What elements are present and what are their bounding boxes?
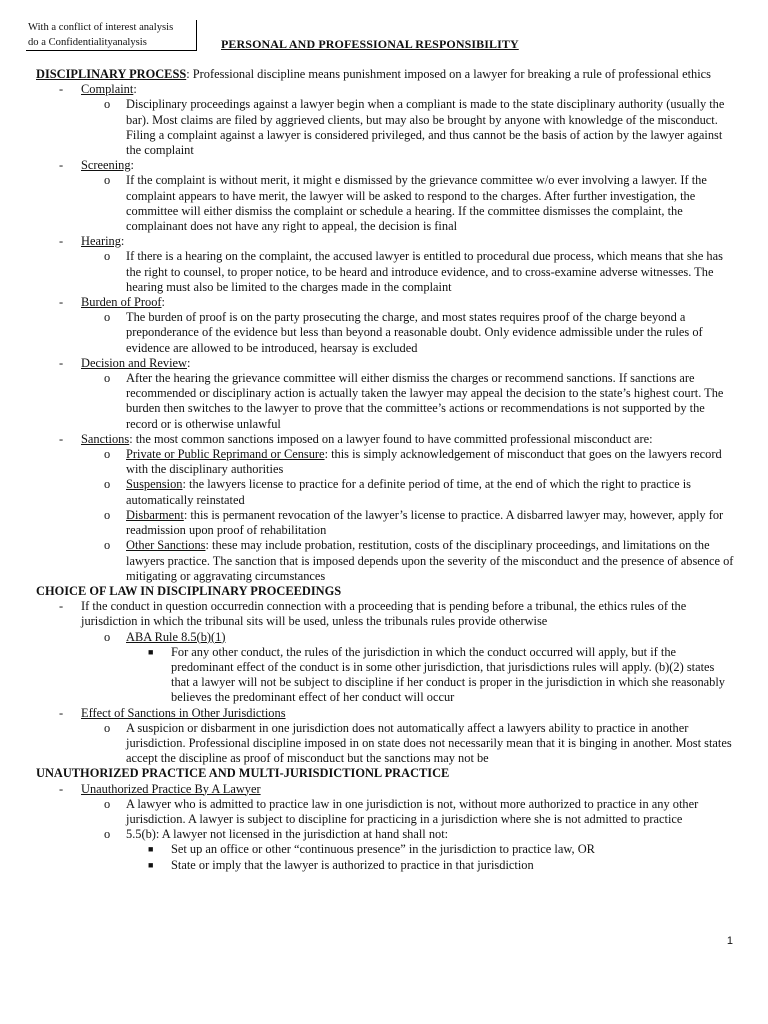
- item-text: After the hearing the grievance committee will either dismiss the charges or recommend sanctions. If sanctions are recommended or disciplinary action is actually taken the lawyer may appeal the decision to the state’s highest court. The burden then switches to the lawyer to prove that the committee’s actions or recommendations is not supported by the record or is otherwise unlawful: [126, 371, 724, 431]
- item-text: 5.5(b): A lawyer not licensed in the jurisdiction at hand shall not:: [126, 827, 449, 842]
- item-text: State or imply that the lawyer is authorized to practice in that jurisdiction: [171, 857, 534, 872]
- item-text: If there is a hearing on the complaint, the accused lawyer is entitled to procedural due process, which means that she has the right to counsel, to proper notice, to be heard and introduce evidence, and to cross-examine adverse witnesses. The hearing must also be limited to the charges made in the complaint: [126, 249, 723, 294]
- item-text: A lawyer who is admitted to practice law in one jurisdiction is not, without more authorized to practice in any other jurisdiction. A lawyer is subject to discipline for practicing in a jurisdiction where she is not admitted to practice: [126, 796, 699, 826]
- circle-bullet-icon: o: [104, 827, 111, 842]
- item-label: Suspension: [126, 477, 183, 492]
- item-text: The burden of proof is on the party prosecuting the charge, and most states requires proof of the charge beyond a preponderance of the evidence but less than beyond a reasonable doubt. Only evidence admissible under the rules of evidence are allowed to be introduced, hearsay is excluded: [126, 310, 703, 355]
- document-body: [36, 67, 734, 873]
- section-heading: DISCIPLINARY PROCESS: [36, 67, 187, 81]
- page-title: PERSONAL AND PROFESSIONAL RESPONSIBILITY: [221, 37, 519, 51]
- list-item: [36, 97, 734, 158]
- list-item: [36, 858, 734, 873]
- dash-marker: -: [59, 431, 64, 446]
- list-item: - Decision and Review:: [59, 355, 191, 370]
- item-text: : these may include probation, restitution, costs of the disciplinary proceedings, and limitations on the lawyers practice. The sanction that is imposed depends upon the severity of the misconduct and the presence of absence of mitigating or aggravating circumstances: [126, 538, 734, 583]
- dash-marker: -: [59, 599, 64, 614]
- item-label: Screening: [81, 158, 131, 173]
- list-item: [36, 827, 734, 842]
- list-item: [36, 842, 734, 857]
- item-label: Complaint: [81, 82, 134, 97]
- item-label: Hearing: [81, 234, 121, 249]
- list-item: [36, 538, 734, 584]
- item-label: Other Sanctions: [126, 538, 206, 553]
- dash-marker: -: [59, 234, 64, 249]
- dash-marker: -: [59, 158, 64, 173]
- list-item: [36, 477, 734, 507]
- item-label: Private or Public Reprimand or Censure: [126, 447, 325, 462]
- list-item: [36, 706, 734, 721]
- margin-note-line: do a Confidentialityanalysis: [28, 37, 147, 48]
- list-item: [36, 249, 734, 295]
- section-heading: UNAUTHORIZED PRACTICE AND MULTI-JURISDICTIONL PRACTICE: [36, 766, 450, 781]
- list-item: [36, 432, 734, 447]
- list-item: [36, 508, 734, 538]
- item-text: For any other conduct, the rules of the jurisdiction in which the conduct occurred will apply, but if the predominant effect of the conduct is in some other jurisdiction, that jurisdictions rules will apply. (b)(2) states that a lawyer will not be subject to discipline if her conduct is proper in the jurisdiction in which she reasonably believes the predominant effect of her conduct will occur: [171, 644, 725, 705]
- item-text: : this is simply acknowledgement of misconduct that goes on the lawyers record with the disciplinary authorities: [126, 447, 722, 477]
- circle-bullet-icon: o: [104, 538, 111, 553]
- list-item: - Screening:: [59, 158, 134, 173]
- item-text: If the conduct in question occurredin connection with a proceeding that is pending before a tribunal, the ethics rules of the jurisdiction in which the tribunal sits will be used, unless the tribunals rules provide otherwise: [81, 599, 687, 629]
- dash-marker: -: [59, 781, 64, 796]
- item-text: : the lawyers license to practice for a definite period of time, at the end of which the right to practice is automatically reinstated: [126, 477, 691, 507]
- circle-bullet-icon: o: [104, 796, 111, 811]
- item-text: Disciplinary proceedings against a lawyer begin when a compliant is made to the state disciplinary authority (usually the bar). Most claims are filed by aggrieved clients, but may also be brought by anyone with knowledge of the misconduct. Filing a complaint against a lawyer is considered privileged, and thus cannot be the basis of action by the lawyer against the complaint: [126, 97, 725, 158]
- list-item: - Complaint:: [59, 82, 137, 97]
- circle-bullet-icon: o: [104, 507, 111, 522]
- dash-marker: -: [59, 82, 64, 97]
- list-item: [36, 447, 734, 477]
- list-item: - Hearing:: [59, 234, 125, 249]
- section-disciplinary-process: [36, 67, 734, 82]
- item-label: Unauthorized Practice By A Lawyer: [81, 781, 261, 796]
- circle-bullet-icon: o: [104, 477, 111, 492]
- circle-bullet-icon: o: [104, 447, 111, 462]
- item-label: ABA Rule 8.5(b)(1): [126, 629, 226, 644]
- item-text: If the complaint is without merit, it might e dismissed by the grievance committee w/o ever involving a lawyer. If the complaint appears to have merit, the lawyer will be asked to respond to the charges. After further investigation, the committee will either dismiss the complaint or schedule a hearing. If the committee dismisses the complaint, the complainant does not have any right to appeal, the decision is final: [126, 173, 707, 234]
- list-item: [36, 310, 734, 356]
- dash-marker: -: [59, 705, 64, 720]
- item-label: Effect of Sanctions in Other Jurisdictions: [81, 705, 286, 720]
- item-text: A suspicion or disbarment in one jurisdiction does not automatically affect a lawyers ability to practice in another jurisdiction. Professional discipline imposed in on state does not necessarily mean that it is binging in another. Most states accept the discipline as proof of misconduct but the sanctions may not be: [126, 720, 732, 766]
- dash-marker: -: [59, 295, 64, 310]
- item-text: Set up an office or other “continuous presence” in the jurisdiction to practice law, OR: [171, 842, 595, 857]
- item-label: Disbarment: [126, 507, 184, 522]
- list-item: [36, 371, 734, 432]
- circle-bullet-icon: o: [104, 173, 111, 188]
- list-item: [36, 721, 734, 767]
- circle-bullet-icon: o: [104, 310, 111, 325]
- list-item: [36, 599, 734, 629]
- dash-marker: -: [59, 355, 64, 370]
- circle-bullet-icon: o: [104, 720, 111, 735]
- list-item: [36, 797, 734, 827]
- item-label: Burden of Proof: [81, 295, 162, 310]
- item-text: : this is permanent revocation of the lawyer’s license to practice. A disbarred lawyer may, however, apply for readmission upon proof of rehabilitation: [126, 507, 724, 538]
- section-intro: : Professional discipline means punishment imposed on a lawyer for breaking a rule of professional ethics: [186, 67, 711, 81]
- list-item: [36, 630, 734, 645]
- list-item: [36, 782, 734, 797]
- square-bullet-icon: ■: [148, 844, 154, 855]
- circle-bullet-icon: o: [104, 629, 111, 644]
- item-label: Sanctions: [81, 431, 130, 446]
- square-bullet-icon: ■: [148, 859, 154, 870]
- circle-bullet-icon: o: [104, 249, 111, 264]
- item-label: Decision and Review: [81, 355, 187, 370]
- circle-bullet-icon: o: [104, 371, 111, 386]
- item-text: : the most common sanctions imposed on a lawyer found to have committed professional misconduct are:: [129, 431, 653, 446]
- circle-bullet-icon: o: [104, 97, 111, 112]
- margin-note-line: With a conflict of interest analysis: [28, 22, 174, 33]
- square-bullet-icon: ■: [148, 646, 154, 657]
- list-item: [36, 173, 734, 234]
- margin-note: [26, 20, 197, 51]
- list-item: - Burden of Proof:: [59, 295, 165, 310]
- page-number: 1: [726, 935, 733, 947]
- list-item: [36, 645, 734, 706]
- section-heading: CHOICE OF LAW IN DISCIPLINARY PROCEEDINGS: [36, 583, 342, 598]
